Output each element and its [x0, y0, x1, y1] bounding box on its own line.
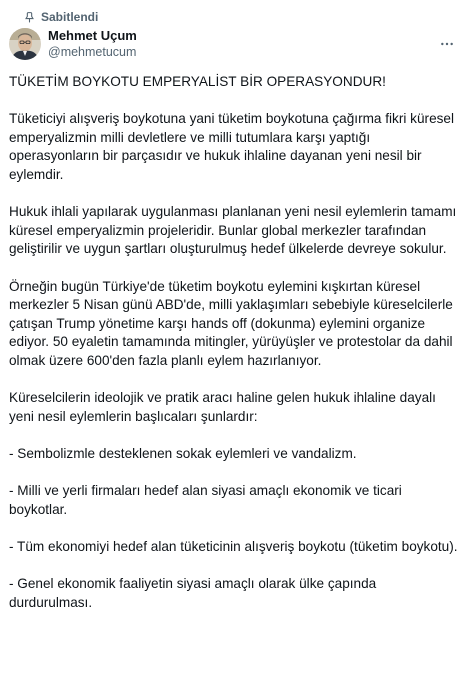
post-paragraph: Küreselcilerin ideolojik ve pratik aracı haline gelen hukuk ihlaline dayalı yeni nesil eylemlerin başlıcaları şunlardır:: [9, 390, 436, 424]
post-paragraph: Tüketiciyi alışveriş boykotuna yani tüketim boykotuna çağırma fikri küresel emperyalizmin milli devletlere ve milli tutumlara karşı yaptığı operasyonların bir parçasıdır ve hukuk ihlaline dayanan yeni nesil bir eylemdir.: [9, 111, 455, 182]
post-list-item: - Sembolizmle desteklenen sokak eylemleri ve vandalizm.: [9, 445, 357, 461]
post-paragraph: Hukuk ihlali yapılarak uygulanması planlanan yeni nesil eylemlerin tamamı küresel emperyalizmin projeleridir. Bunlar global merkezler tarafından geliştirilir ve uygun şartları oluşturulmuş hedef ülkelerde devreye sokulur.: [9, 204, 457, 257]
user-handle[interactable]: @mehmetucum: [48, 45, 137, 59]
author-names: [48, 28, 137, 60]
pinned-indicator: [23, 9, 98, 25]
more-icon[interactable]: [437, 34, 457, 54]
display-name[interactable]: Mehmet Uçum: [48, 28, 137, 43]
post-list-item: - Genel ekonomik faaliyetin siyasi amaçlı olarak ülke çapında durdurulması.: [9, 576, 377, 610]
post-headline: TÜKETİM BOYKOTU EMPERYALİST BİR OPERASYONDUR!: [9, 74, 386, 89]
tweet-header: [9, 27, 457, 61]
pinned-label: Sabitlendi: [41, 10, 99, 24]
post-list-item: - Milli ve yerli firmaları hedef alan siyasi amaçlı ekonomik ve ticari boykotlar.: [9, 483, 402, 517]
pin-icon: [23, 11, 36, 24]
tweet-text: [9, 73, 460, 631]
avatar[interactable]: [9, 28, 41, 60]
post-paragraph: Örneğin bugün Türkiye'de tüketim boykotu eylemini kışkırtan küresel merkezler 5 Nisan günü ABD'de, milli yaklaşımları sebebiyle küreselcilerle çatışan Trump yönetime karşı hands off (dokunma) eylemini organize ediyor. 50 eyaletin tamamında mitingler, yürüyüşler ve protestolar da dahil olmak üzere 600'den fazla planlı eylem hazırlanıyor.: [9, 278, 453, 368]
post-list-item: - Tüm ekonomiyi hedef alan tüketicinin alışveriş boykotu (tüketim boykotu).: [9, 538, 458, 554]
